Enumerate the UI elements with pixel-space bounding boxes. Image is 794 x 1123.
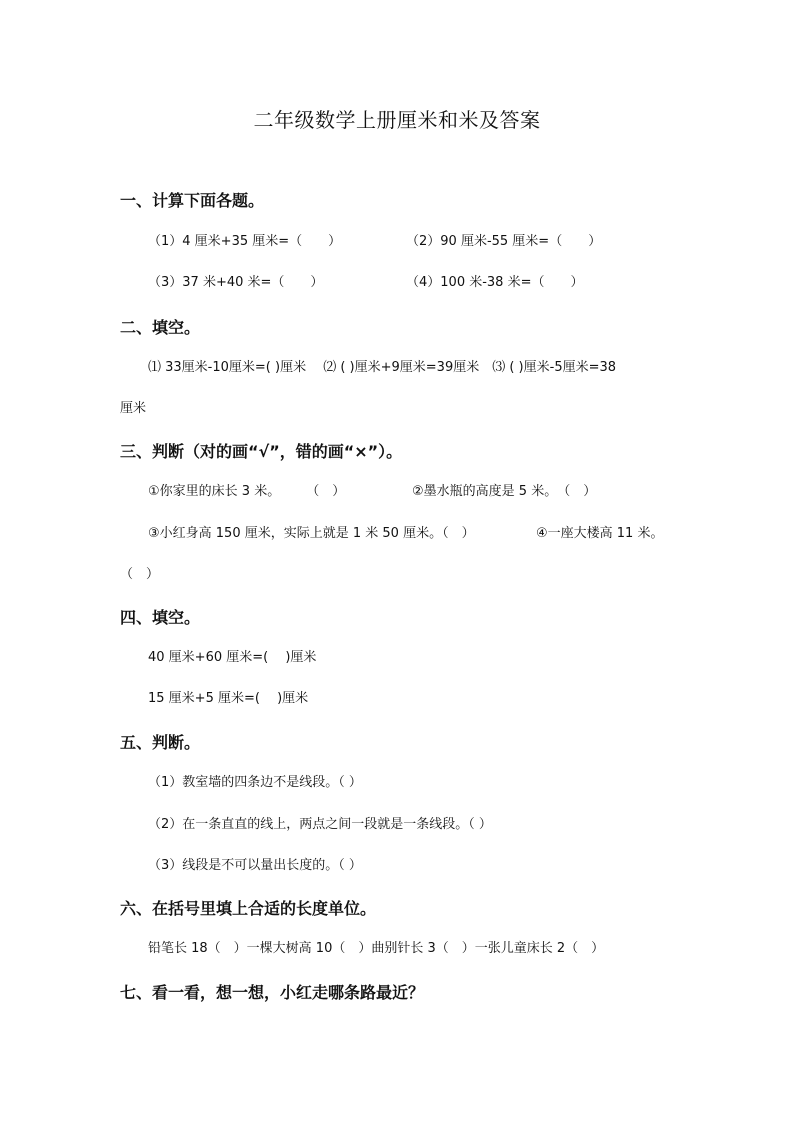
section-1-heading: 一、计算下面各题。 <box>120 191 265 210</box>
section-2-heading: 二、填空。 <box>120 318 201 337</box>
section-5-heading: 五、判断。 <box>120 733 201 752</box>
question-5-1: （1）教室墙的四条边不是线段。（ ） <box>148 775 362 790</box>
question-3-1: ①你家里的床长 3 米。 （ ） <box>148 484 346 499</box>
question-2-line2: 厘米 <box>120 401 147 416</box>
question-2-line1: ⑴ 33厘米-10厘米=( )厘米 ⑵ ( )厘米+9厘米=39厘米 ⑶ ( )厘米-5厘米=38 <box>148 360 617 375</box>
page-title: 二年级数学上册厘米和米及答案 <box>253 108 541 132</box>
question-1-2: （2）90 厘米-55 厘米=（ ） <box>406 234 602 249</box>
question-3-2: ②墨水瓶的高度是 5 米。 （ ） <box>412 484 597 499</box>
section-4-heading: 四、填空。 <box>120 608 201 627</box>
question-4-1: 40 厘米+60 厘米=( )厘米 <box>148 650 317 665</box>
section-7-heading: 七、看一看，想一想，小红走哪条路最近？ <box>120 983 425 1002</box>
question-1-3: （3）37 米+40 米=（ ） <box>148 275 324 290</box>
question-1-1: （1）4 厘米+35 厘米=（ ） <box>148 234 342 249</box>
question-1-4: （4）100 米-38 米=（ ） <box>406 275 584 290</box>
question-6-line: 铅笔长 18（ ）一棵大树高 10（ ）曲别针长 3（ ）一张儿童床长 2（ ） <box>148 941 605 956</box>
section-6-heading: 六、在括号里填上合适的长度单位。 <box>120 899 377 918</box>
question-3-4: ④一座大楼高 11 米。 <box>536 526 664 541</box>
question-3-3: ③小红身高 150 厘米，实际上就是 1 米 50 厘米。（ ） <box>148 526 475 541</box>
question-3-4-tail: （ ） <box>120 567 160 582</box>
question-4-2: 15 厘米+5 厘米=( )厘米 <box>148 691 309 706</box>
section-3-heading: 三、判断（对的画“√”，错的画“×”）。 <box>120 442 403 461</box>
question-5-3: （3）线段是不可以量出长度的。（ ） <box>148 858 362 873</box>
question-5-2: （2）在一条直直的线上，两点之间一段就是一条线段。（ ） <box>148 817 492 832</box>
